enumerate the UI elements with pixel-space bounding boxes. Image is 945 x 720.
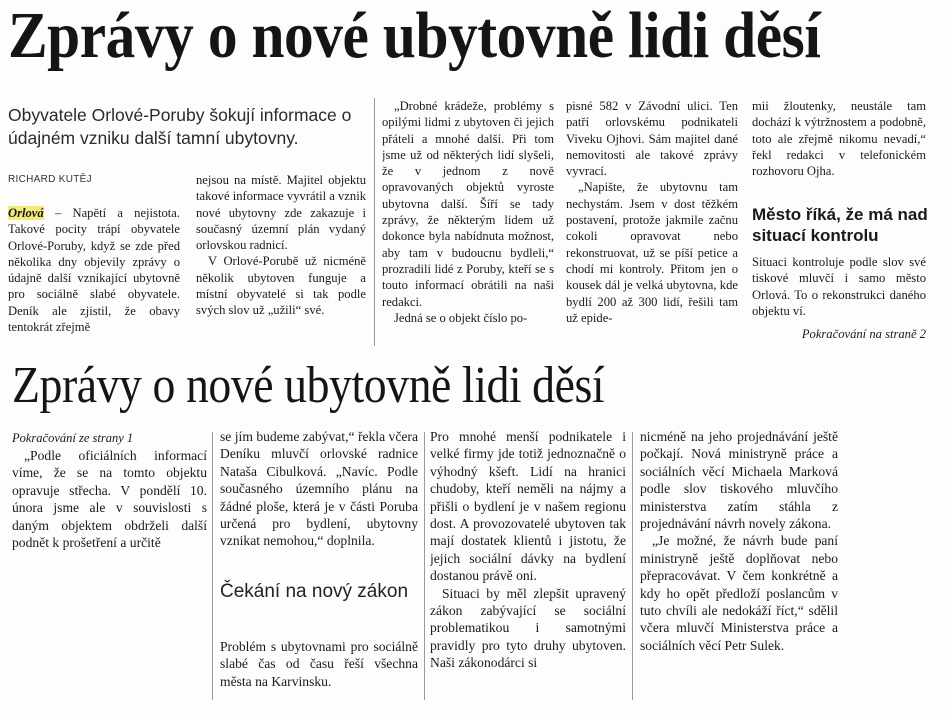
section-heading: Město říká, že má nad situací kontrolu [752, 205, 928, 245]
subheadline: Obyvatele Orlové-Poruby šokují informace o údajném vzniku další tamní ubytovny. [8, 105, 352, 148]
paragraph: „Je možné, že návrh bude paní ministryně ještě doplňovat nebo přepracovávat. V čem konkrétně a kdy ho opět předloží poslancům v tuto chvíli ale nedokáží říct,“ sdělil včera mluvčí Ministerstva práce a sociálních věcí Petr Sulek. [640, 533, 838, 653]
continued-note: Pokračování na straně 2 [801, 327, 926, 341]
article2-column-2b [220, 638, 418, 698]
article2-column-4 [640, 428, 838, 700]
article1-column-4 [566, 98, 738, 350]
paragraph: se jím budeme zabývat,“ řekla včera Deníku mluvčí orlovské radnice Nataša Cibulková. „Navíc. Podle současného územního plánu na žádné ploše, která je v části Poruba určená pro bydlení, ubytovny vznikat nemohou,“ doplnila. [220, 429, 418, 549]
paragraph: „Podle oficiálních informací víme, že se na tomto objektu opravuje střecha. V pondělí 10. února jsme ale v souvislosti s daným objektem obdrželi další podnět k prošetření a určitě [12, 448, 207, 551]
article2-column-2 [220, 428, 418, 576]
paragraph: V Orlové-Porubě už nicméně několik ubytoven funguje a místní obyvatelé si tak podle svých slov už „užili“ své. [196, 254, 366, 318]
paragraph: Situaci by měl zlepšit upravený zákon zabývající se sociální problematikou i samotnými pravidly pro tyto druhy ubytoven. Naši zákonodárci si [430, 585, 626, 671]
column-divider [632, 432, 633, 700]
paragraph: pisné 582 v Závodní ulici. Ten patří orlovskému podnikateli Viveku Ojhovi. Sám majitel dané nemovitosti ale takové zprávy vyvrací. [566, 99, 738, 179]
article2-column-3 [430, 428, 626, 700]
column-divider [212, 432, 213, 700]
paragraph: Pro mnohé menší podnikatele i velké firmy jde totiž jednoznačně o výhodný kšeft. Lidí na hranici chudoby, kteří neměli na nájmy a přišli o bydlení je v našem regionu dost. A provozovatelé ubytoven tak mají dostatek klientů i jistotu, že jejich sociální dávky na bydlení dostanou právě oni. [430, 429, 626, 584]
article1-column-2 [196, 172, 366, 352]
article1-column-5b [752, 254, 926, 320]
lead-text: – Napětí a nejistota. Takové pocity trápí obyvatele Orlové-Poruby, když se zde před několika dny objevily zprávy o údajně další vznikající ubytovně pro sociálně slabé obyvatele. Deník ale zjistil, že obavy tentokrát zřejmě [8, 206, 180, 335]
paragraph: Jedná se o objekt číslo po- [394, 310, 528, 325]
column-divider [374, 98, 375, 346]
paragraph: mii žloutenky, neustále tam dochází k výtržnostem a podobně, toto ale zřejmě nikomu nevadí,“ řekl redakci v telefonickém rozhovoru Ojha. [752, 99, 926, 179]
article2-column-1 [12, 447, 207, 567]
byline: RICHARD KUTĚJ [8, 174, 92, 185]
paragraph: nejsou na místě. Majitel objektu takové informace vyvrátil a vznik nové ubytovny zde zakazuje i současný územní plán vydaný orlovskou radnicí. [196, 173, 366, 253]
location-label: Orlová [8, 206, 44, 220]
article1-column-5 [752, 98, 926, 180]
paragraph: nicméně na jeho projednávání ještě počkají. Nová ministryně práce a sociálních věcí Michaela Marková podle slov tiskového mluvčího ministerstva zatím stáhla z projednávání návrh novely zákona. [640, 429, 838, 532]
column-divider [424, 432, 425, 700]
paragraph: Situaci kontroluje podle slov své tiskové mluvčí i samo město Orlová. To o rekonstrukci daného objektu ví. [752, 255, 926, 318]
section-heading-2: Čekání na nový zákon [220, 581, 409, 602]
paragraph: „Napište, že ubytovnu tam nechystám. Jsem v dost těžkém postavení, protože jakmile začnu cokoli opravovat nebo rekonstruovat, už se píší petice a chodí mi kontroly. Přitom jen o kousek dál je velká ubytovna, kde bydlí 200 až 300 lidí, řešili tam už epide- [566, 180, 738, 325]
headline: Zprávy o nové ubytovně lidi děsí [8, 0, 821, 72]
headline-continued: Zprávy o nové ubytovně lidi děsí [12, 357, 605, 414]
paragraph: „Drobné krádeže, problémy s opilými lidmi z ubytoven či jejich přáteli a mnohé další. Při tom jsme už od některých lidí slyšeli, že v jednom z nově opravovaných objektů vyroste ubytovna další. Šíří se tady zprávy, že některým lidem už dokonce byla nabídnuta možnost, aby tam v budoucnu bydleli,“ prozradili lidé z Poruby, kteří se s touto informací obrátili na naši redakci. [382, 99, 554, 309]
paragraph: Problém s ubytovnami pro sociálně slabé čas od času řeší všechna města na Karvinsku. [220, 639, 418, 689]
continued-from-note: Pokračování ze strany 1 [12, 431, 134, 445]
article1-column-1 [8, 205, 180, 351]
article1-column-3 [382, 98, 554, 350]
